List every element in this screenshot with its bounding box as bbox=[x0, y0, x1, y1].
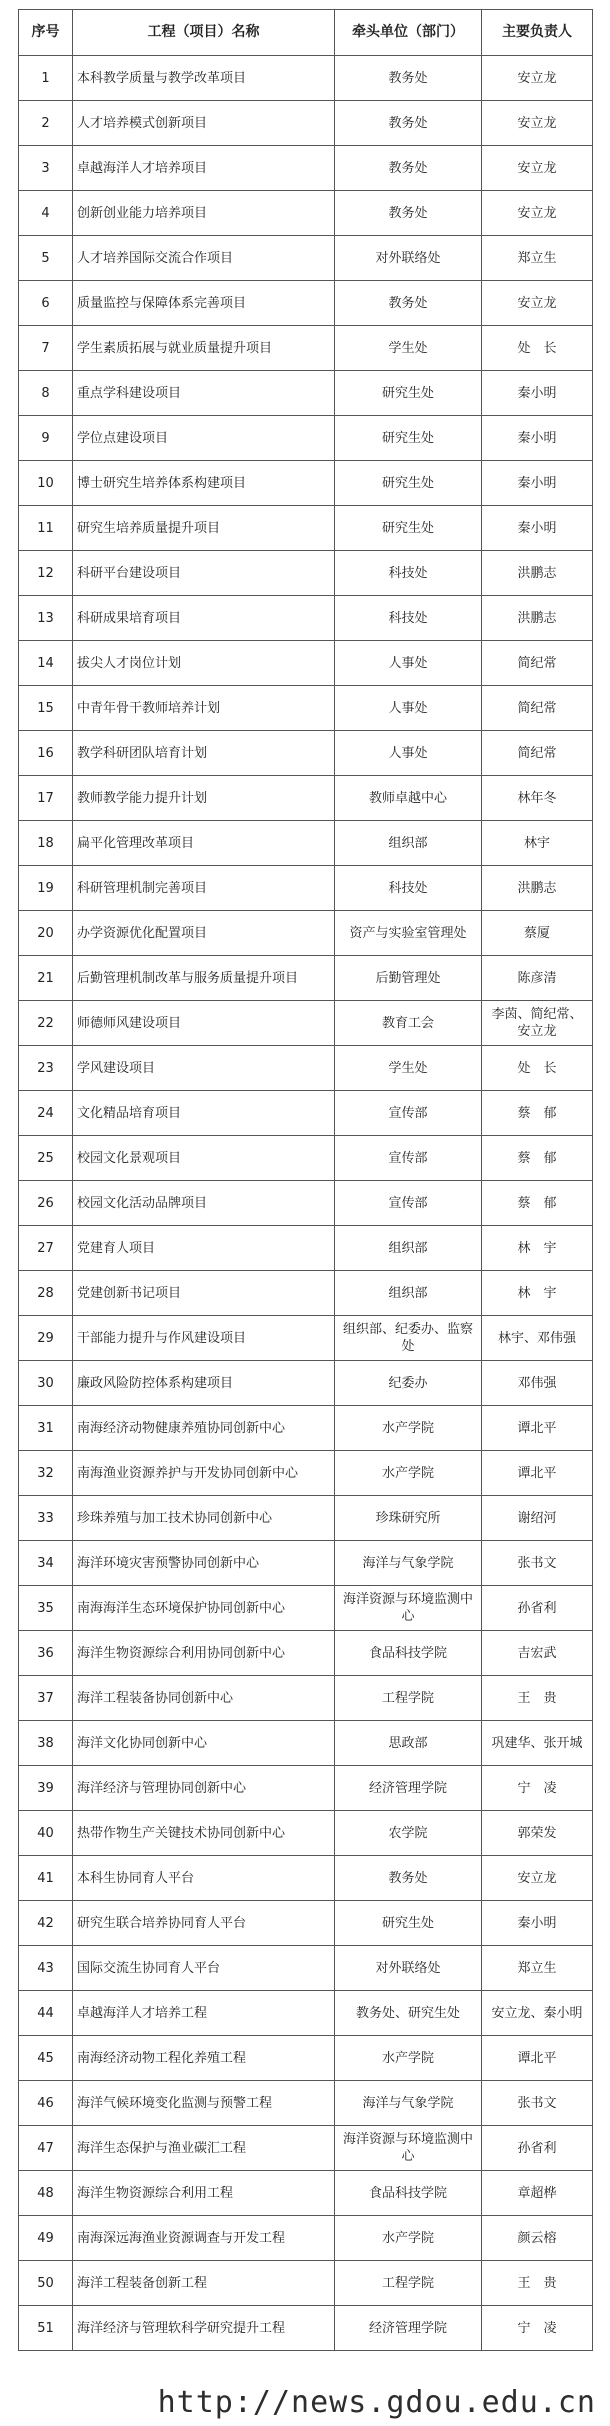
lead-unit: 宣传部 bbox=[335, 1181, 482, 1226]
project-name: 热带作物生产关键技术协同创新中心 bbox=[73, 1811, 335, 1856]
project-name: 校园文化活动品牌项目 bbox=[73, 1181, 335, 1226]
lead-unit: 学生处 bbox=[335, 1046, 482, 1091]
table-row bbox=[19, 236, 593, 281]
lead-unit: 农学院 bbox=[335, 1811, 482, 1856]
row-index: 28 bbox=[19, 1271, 73, 1316]
project-name: 干部能力提升与作风建设项目 bbox=[73, 1316, 335, 1361]
lead-unit: 组织部、纪委办、监察处 bbox=[335, 1316, 482, 1361]
responsible-person: 谭北平 bbox=[482, 2036, 593, 2081]
lead-unit: 教务处 bbox=[335, 1856, 482, 1901]
project-name: 中青年骨干教师培养计划 bbox=[73, 686, 335, 731]
row-index: 9 bbox=[19, 416, 73, 461]
project-name: 海洋环境灾害预警协同创新中心 bbox=[73, 1541, 335, 1586]
project-name: 人才培养模式创新项目 bbox=[73, 101, 335, 146]
project-name: 廉政风险防控体系构建项目 bbox=[73, 1361, 335, 1406]
responsible-person: 安立龙 bbox=[482, 146, 593, 191]
responsible-person: 王 贵 bbox=[482, 2261, 593, 2306]
responsible-person: 林 宇 bbox=[482, 1226, 593, 1271]
table-row bbox=[19, 1046, 593, 1091]
responsible-person: 安立龙 bbox=[482, 56, 593, 101]
project-name: 海洋经济与管理协同创新中心 bbox=[73, 1766, 335, 1811]
table-row bbox=[19, 1226, 593, 1271]
row-index: 5 bbox=[19, 236, 73, 281]
row-index: 38 bbox=[19, 1721, 73, 1766]
row-index: 21 bbox=[19, 956, 73, 1001]
table-row bbox=[19, 191, 593, 236]
table-row bbox=[19, 821, 593, 866]
lead-unit: 水产学院 bbox=[335, 2036, 482, 2081]
project-name: 海洋生态保护与渔业碳汇工程 bbox=[73, 2126, 335, 2171]
table-row bbox=[19, 641, 593, 686]
project-name: 国际交流生协同育人平台 bbox=[73, 1946, 335, 1991]
table-row bbox=[19, 1181, 593, 1226]
lead-unit: 研究生处 bbox=[335, 416, 482, 461]
lead-unit: 食品科技学院 bbox=[335, 1631, 482, 1676]
lead-unit: 人事处 bbox=[335, 686, 482, 731]
project-name: 南海经济动物健康养殖协同创新中心 bbox=[73, 1406, 335, 1451]
lead-unit: 科技处 bbox=[335, 866, 482, 911]
table-row bbox=[19, 1406, 593, 1451]
lead-unit: 经济管理学院 bbox=[335, 2306, 482, 2351]
header-index: 序号 bbox=[19, 10, 73, 56]
project-name: 卓越海洋人才培养工程 bbox=[73, 1991, 335, 2036]
table-row bbox=[19, 1541, 593, 1586]
row-index: 2 bbox=[19, 101, 73, 146]
row-index: 14 bbox=[19, 641, 73, 686]
table-row bbox=[19, 326, 593, 371]
row-index: 40 bbox=[19, 1811, 73, 1856]
project-name: 办学资源优化配置项目 bbox=[73, 911, 335, 956]
lead-unit: 经济管理学院 bbox=[335, 1766, 482, 1811]
lead-unit: 资产与实验室管理处 bbox=[335, 911, 482, 956]
responsible-person: 简纪常 bbox=[482, 641, 593, 686]
lead-unit: 后勤管理处 bbox=[335, 956, 482, 1001]
project-name: 师德师风建设项目 bbox=[73, 1001, 335, 1046]
project-name: 扁平化管理改革项目 bbox=[73, 821, 335, 866]
lead-unit: 教务处 bbox=[335, 281, 482, 326]
lead-unit: 研究生处 bbox=[335, 1901, 482, 1946]
project-name: 本科教学质量与教学改革项目 bbox=[73, 56, 335, 101]
lead-unit: 海洋与气象学院 bbox=[335, 2081, 482, 2126]
responsible-person: 林宇 bbox=[482, 821, 593, 866]
responsible-person: 陈彦清 bbox=[482, 956, 593, 1001]
table-row bbox=[19, 1631, 593, 1676]
responsible-person: 孙省利 bbox=[482, 1586, 593, 1631]
row-index: 11 bbox=[19, 506, 73, 551]
row-index: 35 bbox=[19, 1586, 73, 1631]
lead-unit: 组织部 bbox=[335, 1271, 482, 1316]
project-name: 卓越海洋人才培养项目 bbox=[73, 146, 335, 191]
responsible-person: 邓伟强 bbox=[482, 1361, 593, 1406]
responsible-person: 安立龙 bbox=[482, 1856, 593, 1901]
table-row bbox=[19, 1766, 593, 1811]
project-name: 南海深远海渔业资源调查与开发工程 bbox=[73, 2216, 335, 2261]
project-name: 海洋工程装备协同创新中心 bbox=[73, 1676, 335, 1721]
table-row bbox=[19, 1676, 593, 1721]
table-row bbox=[19, 911, 593, 956]
project-name: 质量监控与保障体系完善项目 bbox=[73, 281, 335, 326]
responsible-person: 巩建华、张开城 bbox=[482, 1721, 593, 1766]
project-name: 党建创新书记项目 bbox=[73, 1271, 335, 1316]
responsible-person: 郑立生 bbox=[482, 236, 593, 281]
responsible-person: 简纪常 bbox=[482, 686, 593, 731]
project-name: 学生素质拓展与就业质量提升项目 bbox=[73, 326, 335, 371]
row-index: 6 bbox=[19, 281, 73, 326]
project-name: 珍珠养殖与加工技术协同创新中心 bbox=[73, 1496, 335, 1541]
lead-unit: 思政部 bbox=[335, 1721, 482, 1766]
header-responsible-person: 主要负责人 bbox=[482, 10, 593, 56]
responsible-person: 王 贵 bbox=[482, 1676, 593, 1721]
responsible-person: 谭北平 bbox=[482, 1451, 593, 1496]
table-row bbox=[19, 1811, 593, 1856]
lead-unit: 海洋与气象学院 bbox=[335, 1541, 482, 1586]
row-index: 13 bbox=[19, 596, 73, 641]
responsible-person: 张书文 bbox=[482, 1541, 593, 1586]
project-name: 科研平台建设项目 bbox=[73, 551, 335, 596]
project-name: 校园文化景观项目 bbox=[73, 1136, 335, 1181]
responsible-person: 秦小明 bbox=[482, 416, 593, 461]
table-row bbox=[19, 776, 593, 821]
row-index: 16 bbox=[19, 731, 73, 776]
responsible-person: 安立龙 bbox=[482, 281, 593, 326]
responsible-person: 处 长 bbox=[482, 1046, 593, 1091]
lead-unit: 教务处 bbox=[335, 56, 482, 101]
responsible-person: 简纪常 bbox=[482, 731, 593, 776]
row-index: 31 bbox=[19, 1406, 73, 1451]
lead-unit: 科技处 bbox=[335, 596, 482, 641]
responsible-person: 洪鹏志 bbox=[482, 866, 593, 911]
responsible-person: 郭荣发 bbox=[482, 1811, 593, 1856]
project-table bbox=[18, 9, 593, 2351]
responsible-person: 安立龙 bbox=[482, 101, 593, 146]
lead-unit: 研究生处 bbox=[335, 506, 482, 551]
project-name: 科研管理机制完善项目 bbox=[73, 866, 335, 911]
row-index: 18 bbox=[19, 821, 73, 866]
project-name: 人才培养国际交流合作项目 bbox=[73, 236, 335, 281]
responsible-person: 秦小明 bbox=[482, 371, 593, 416]
lead-unit: 教务处、研究生处 bbox=[335, 1991, 482, 2036]
lead-unit: 教育工会 bbox=[335, 1001, 482, 1046]
project-name: 南海渔业资源养护与开发协同创新中心 bbox=[73, 1451, 335, 1496]
row-index: 4 bbox=[19, 191, 73, 236]
table-row bbox=[19, 1316, 593, 1361]
table-row bbox=[19, 1856, 593, 1901]
row-index: 23 bbox=[19, 1046, 73, 1091]
lead-unit: 工程学院 bbox=[335, 1676, 482, 1721]
lead-unit: 研究生处 bbox=[335, 371, 482, 416]
table-row bbox=[19, 1001, 593, 1046]
table-row bbox=[19, 461, 593, 506]
table-row bbox=[19, 956, 593, 1001]
project-name: 教师教学能力提升计划 bbox=[73, 776, 335, 821]
project-name: 海洋文化协同创新中心 bbox=[73, 1721, 335, 1766]
row-index: 50 bbox=[19, 2261, 73, 2306]
row-index: 32 bbox=[19, 1451, 73, 1496]
lead-unit: 对外联络处 bbox=[335, 236, 482, 281]
lead-unit: 对外联络处 bbox=[335, 1946, 482, 1991]
lead-unit: 宣传部 bbox=[335, 1136, 482, 1181]
responsible-person: 林年冬 bbox=[482, 776, 593, 821]
lead-unit: 水产学院 bbox=[335, 1406, 482, 1451]
responsible-person: 蔡 郁 bbox=[482, 1136, 593, 1181]
lead-unit: 水产学院 bbox=[335, 2216, 482, 2261]
project-name: 海洋经济与管理软科学研究提升工程 bbox=[73, 2306, 335, 2351]
lead-unit: 海洋资源与环境监测中心 bbox=[335, 1586, 482, 1631]
table-row bbox=[19, 596, 593, 641]
responsible-person: 张书文 bbox=[482, 2081, 593, 2126]
row-index: 44 bbox=[19, 1991, 73, 2036]
table-row bbox=[19, 1271, 593, 1316]
project-name: 重点学科建设项目 bbox=[73, 371, 335, 416]
table-row bbox=[19, 56, 593, 101]
responsible-person: 宁 凌 bbox=[482, 2306, 593, 2351]
responsible-person: 章超桦 bbox=[482, 2171, 593, 2216]
responsible-person: 宁 凌 bbox=[482, 1766, 593, 1811]
header-project-name: 工程（项目）名称 bbox=[73, 10, 335, 56]
row-index: 33 bbox=[19, 1496, 73, 1541]
lead-unit: 宣传部 bbox=[335, 1091, 482, 1136]
row-index: 15 bbox=[19, 686, 73, 731]
lead-unit: 水产学院 bbox=[335, 1451, 482, 1496]
table-row bbox=[19, 731, 593, 776]
row-index: 30 bbox=[19, 1361, 73, 1406]
project-table-sheet bbox=[18, 9, 592, 2351]
responsible-person: 处 长 bbox=[482, 326, 593, 371]
table-row bbox=[19, 2081, 593, 2126]
table-row bbox=[19, 1451, 593, 1496]
table-row bbox=[19, 2216, 593, 2261]
table-row bbox=[19, 1901, 593, 1946]
row-index: 51 bbox=[19, 2306, 73, 2351]
responsible-person: 秦小明 bbox=[482, 1901, 593, 1946]
lead-unit: 教务处 bbox=[335, 146, 482, 191]
lead-unit: 海洋资源与环境监测中心 bbox=[335, 2126, 482, 2171]
row-index: 20 bbox=[19, 911, 73, 956]
row-index: 36 bbox=[19, 1631, 73, 1676]
row-index: 45 bbox=[19, 2036, 73, 2081]
responsible-person: 洪鹏志 bbox=[482, 551, 593, 596]
row-index: 39 bbox=[19, 1766, 73, 1811]
table-row bbox=[19, 1991, 593, 2036]
table-row bbox=[19, 2126, 593, 2171]
project-name: 研究生培养质量提升项目 bbox=[73, 506, 335, 551]
row-index: 22 bbox=[19, 1001, 73, 1046]
responsible-person: 秦小明 bbox=[482, 461, 593, 506]
project-name: 教学科研团队培育计划 bbox=[73, 731, 335, 776]
table-row bbox=[19, 101, 593, 146]
project-name: 研究生联合培养协同育人平台 bbox=[73, 1901, 335, 1946]
project-name: 南海海洋生态环境保护协同创新中心 bbox=[73, 1586, 335, 1631]
project-name: 海洋生物资源综合利用工程 bbox=[73, 2171, 335, 2216]
header-row bbox=[19, 10, 593, 56]
table-row bbox=[19, 1586, 593, 1631]
table-row bbox=[19, 371, 593, 416]
responsible-person: 颜云榕 bbox=[482, 2216, 593, 2261]
responsible-person: 蔡厦 bbox=[482, 911, 593, 956]
lead-unit: 人事处 bbox=[335, 731, 482, 776]
project-name: 后勤管理机制改革与服务质量提升项目 bbox=[73, 956, 335, 1001]
row-index: 43 bbox=[19, 1946, 73, 1991]
table-body bbox=[19, 56, 593, 2351]
table-row bbox=[19, 2261, 593, 2306]
project-name: 党建育人项目 bbox=[73, 1226, 335, 1271]
row-index: 42 bbox=[19, 1901, 73, 1946]
row-index: 47 bbox=[19, 2126, 73, 2171]
lead-unit: 学生处 bbox=[335, 326, 482, 371]
table-row bbox=[19, 146, 593, 191]
responsible-person: 吉宏武 bbox=[482, 1631, 593, 1676]
lead-unit: 工程学院 bbox=[335, 2261, 482, 2306]
row-index: 49 bbox=[19, 2216, 73, 2261]
project-name: 博士研究生培养体系构建项目 bbox=[73, 461, 335, 506]
table-row bbox=[19, 1136, 593, 1181]
table-row bbox=[19, 1496, 593, 1541]
table-row bbox=[19, 2036, 593, 2081]
project-name: 海洋工程装备创新工程 bbox=[73, 2261, 335, 2306]
project-name: 科研成果培育项目 bbox=[73, 596, 335, 641]
row-index: 19 bbox=[19, 866, 73, 911]
row-index: 29 bbox=[19, 1316, 73, 1361]
table-row bbox=[19, 686, 593, 731]
lead-unit: 研究生处 bbox=[335, 461, 482, 506]
lead-unit: 食品科技学院 bbox=[335, 2171, 482, 2216]
responsible-person: 林 宇 bbox=[482, 1271, 593, 1316]
table-row bbox=[19, 1091, 593, 1136]
table-row bbox=[19, 1946, 593, 1991]
row-index: 27 bbox=[19, 1226, 73, 1271]
project-name: 拔尖人才岗位计划 bbox=[73, 641, 335, 686]
lead-unit: 教师卓越中心 bbox=[335, 776, 482, 821]
row-index: 24 bbox=[19, 1091, 73, 1136]
row-index: 1 bbox=[19, 56, 73, 101]
table-row bbox=[19, 281, 593, 326]
responsible-person: 孙省利 bbox=[482, 2126, 593, 2171]
responsible-person: 秦小明 bbox=[482, 506, 593, 551]
row-index: 25 bbox=[19, 1136, 73, 1181]
table-row bbox=[19, 2171, 593, 2216]
project-name: 本科生协同育人平台 bbox=[73, 1856, 335, 1901]
table-row bbox=[19, 866, 593, 911]
responsible-person: 蔡 郁 bbox=[482, 1181, 593, 1226]
row-index: 3 bbox=[19, 146, 73, 191]
responsible-person: 谢绍河 bbox=[482, 1496, 593, 1541]
row-index: 26 bbox=[19, 1181, 73, 1226]
responsible-person: 洪鹏志 bbox=[482, 596, 593, 641]
row-index: 8 bbox=[19, 371, 73, 416]
lead-unit: 珍珠研究所 bbox=[335, 1496, 482, 1541]
project-name: 海洋生物资源综合利用协同创新中心 bbox=[73, 1631, 335, 1676]
responsible-person: 安立龙、秦小明 bbox=[482, 1991, 593, 2036]
site-watermark: http://news.gdou.edu.cn bbox=[157, 2385, 596, 2420]
table-row bbox=[19, 416, 593, 461]
row-index: 10 bbox=[19, 461, 73, 506]
responsible-person: 李茵、简纪常、安立龙 bbox=[482, 1001, 593, 1046]
lead-unit: 人事处 bbox=[335, 641, 482, 686]
project-name: 创新创业能力培养项目 bbox=[73, 191, 335, 236]
responsible-person: 谭北平 bbox=[482, 1406, 593, 1451]
table-row bbox=[19, 2306, 593, 2351]
lead-unit: 教务处 bbox=[335, 101, 482, 146]
project-name: 学风建设项目 bbox=[73, 1046, 335, 1091]
lead-unit: 科技处 bbox=[335, 551, 482, 596]
table-header bbox=[19, 10, 593, 56]
row-index: 48 bbox=[19, 2171, 73, 2216]
responsible-person: 郑立生 bbox=[482, 1946, 593, 1991]
responsible-person: 蔡 郁 bbox=[482, 1091, 593, 1136]
lead-unit: 组织部 bbox=[335, 1226, 482, 1271]
row-index: 41 bbox=[19, 1856, 73, 1901]
responsible-person: 安立龙 bbox=[482, 191, 593, 236]
lead-unit: 组织部 bbox=[335, 821, 482, 866]
lead-unit: 纪委办 bbox=[335, 1361, 482, 1406]
responsible-person: 林宇、邓伟强 bbox=[482, 1316, 593, 1361]
header-lead-unit: 牵头单位（部门） bbox=[335, 10, 482, 56]
lead-unit: 教务处 bbox=[335, 191, 482, 236]
table-row bbox=[19, 1721, 593, 1766]
row-index: 34 bbox=[19, 1541, 73, 1586]
row-index: 17 bbox=[19, 776, 73, 821]
row-index: 7 bbox=[19, 326, 73, 371]
project-name: 海洋气候环境变化监测与预警工程 bbox=[73, 2081, 335, 2126]
project-name: 文化精品培育项目 bbox=[73, 1091, 335, 1136]
project-name: 南海经济动物工程化养殖工程 bbox=[73, 2036, 335, 2081]
row-index: 37 bbox=[19, 1676, 73, 1721]
row-index: 12 bbox=[19, 551, 73, 596]
project-name: 学位点建设项目 bbox=[73, 416, 335, 461]
table-row bbox=[19, 551, 593, 596]
table-row bbox=[19, 506, 593, 551]
table-row bbox=[19, 1361, 593, 1406]
row-index: 46 bbox=[19, 2081, 73, 2126]
